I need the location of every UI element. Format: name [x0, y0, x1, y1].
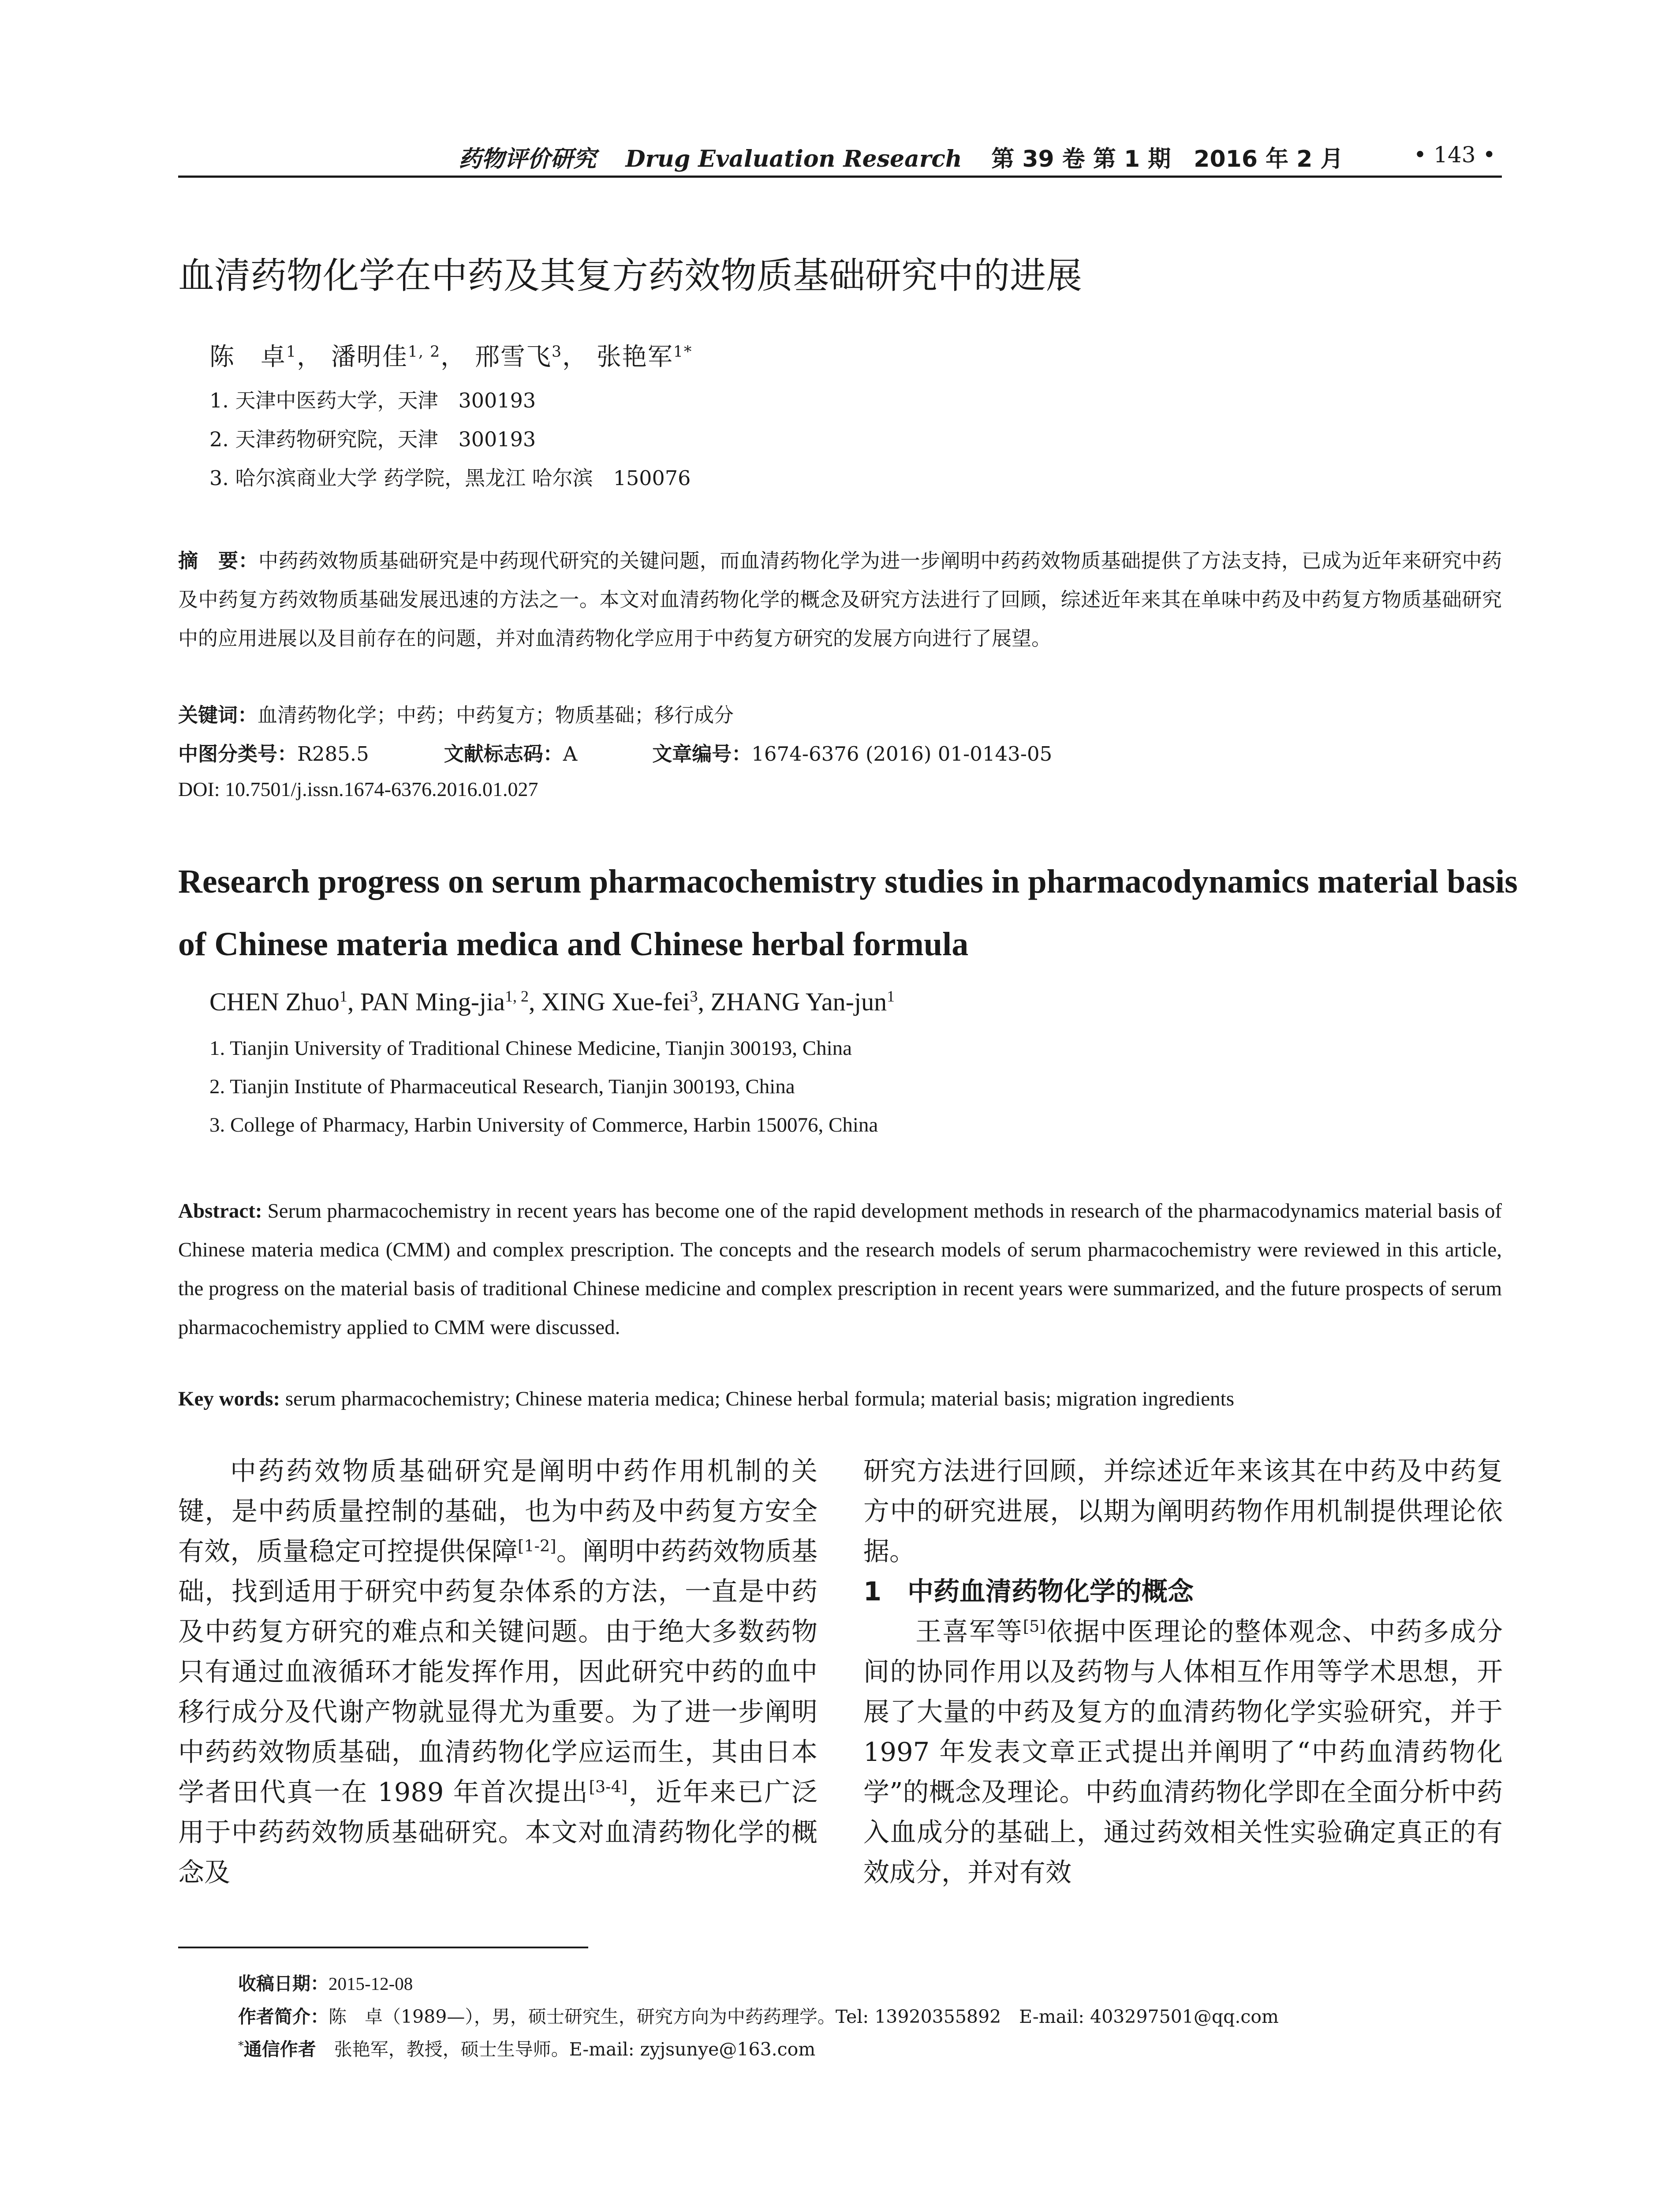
body-paragraph: [178, 1451, 818, 1892]
doi: DOI: 10.7501/j.issn.1674-6376.2016.01.027: [178, 778, 538, 800]
body-text: 。阐明中药药效物质基础，找到适用于研究中药复杂体系的方法，一直是中药及中药复方研究的难点和关键问题。由于绝大多数药物只有通过血液循环才能发挥作用，因此研究中药的血中移行成分及代谢产物就显得尤为重要。为了进一步阐明中药药效物质基础，血清药物化学应运而生，其由日本学者田代真一在 1989 年首次提出: [178, 1536, 818, 1807]
author-name: XING Xue-fei: [541, 987, 690, 1016]
footnote-corresponding: [238, 2035, 815, 2061]
page-number: • 143 •: [1413, 142, 1496, 168]
corresponding-label: 通信作者: [243, 2039, 316, 2060]
author-name: PAN Ming-jia: [360, 987, 505, 1016]
journal-name-en: Drug Evaluation Research: [625, 146, 962, 172]
running-header: [459, 140, 1344, 173]
section-heading: 1 中药血清药物化学的概念: [863, 1576, 1194, 1607]
citation: [3-4]: [589, 1777, 628, 1796]
clc-value: R285.5: [297, 742, 369, 766]
author-bio: 陈 卓（1989—），男，硕士研究生，研究方向为中药药理学。Tel: 13920355892 E-mail: 403297501@qq.com: [329, 2006, 1279, 2027]
received-date: 2015-12-08: [329, 1973, 413, 1994]
title-cn: 血清药物化学在中药及其复方药效物质基础研究中的进展: [178, 255, 1083, 297]
author-name: ZHANG Yan-jun: [710, 987, 887, 1016]
affiliation-en: 1. Tianjin University of Traditional Chinese Medicine, Tianjin 300193, China: [209, 1037, 852, 1060]
affiliation-en: 3. College of Pharmacy, Harbin University of Commerce, Harbin 150076, China: [209, 1114, 878, 1136]
author-aff: 1: [887, 987, 895, 1005]
body-text: 中药药效物质基础研究是阐明中药作用机制的关键，是中药质量控制的基础，也为中药及中药复方安全有效，质量稳定可控提供保障: [178, 1456, 818, 1566]
body-column-right: [863, 1451, 1503, 1892]
article-no-value: 1674-6376 (2016) 01-0143-05: [751, 742, 1053, 766]
classification-line: [178, 738, 1052, 766]
keywords-cn-text: 血清药物化学；中药；中药复方；物质基础；移行成分: [258, 703, 734, 727]
author-aff: 1: [286, 343, 297, 361]
citation: [1-2]: [518, 1536, 556, 1555]
doc-code-label: 文献标志码：: [444, 742, 563, 766]
body-paragraph: 研究方法进行回顾，并综述近年来该其在中药及中药复方中的研究进展，以期为阐明药物作用机制提供理论依据。: [863, 1456, 1503, 1566]
body-column-left: [178, 1451, 818, 1892]
keywords-cn-label: 关键词：: [178, 703, 258, 727]
author-name: 陈 卓: [209, 343, 286, 371]
authors-cn: 陈 卓$^1$， 潘明佳$^{1, 2}$， 邢雪飞$^3$， 张艳军$^{1*}$: [209, 343, 693, 371]
keywords-cn: [178, 699, 734, 728]
author-aff: 3: [690, 987, 698, 1005]
corresponding-info: 张艳军，教授，硕士生导师。E-mail: zyjsunye@163.com: [334, 2039, 816, 2060]
clc-label: 中图分类号：: [178, 742, 298, 766]
author-aff: 1, 2: [407, 343, 441, 361]
footnote-author: [238, 2002, 1279, 2028]
body-text: 依据中医理论的整体观念、中药多成分间的协同作用以及药物与人体相互作用等学术思想，开展了大量的中药及复方的血清药物化学实验研究，并于 1997 年发表文章正式提出并阐明了“中药血清药物化学”的概念及理论。中药血清药物化学即在全面分析中药入血成分的基础上，通过药效相关性实验确定真正的有效成分，并对有效: [863, 1616, 1503, 1887]
header-rule: [178, 176, 1502, 178]
doc-code-value: A: [563, 742, 578, 766]
abstract-cn-label: 摘 要：: [178, 549, 258, 572]
abstract-en: [178, 1192, 1502, 1347]
author-name: CHEN Zhuo: [209, 987, 340, 1016]
received-label: 收稿日期：: [238, 1973, 329, 1994]
affiliation-cn: 1. 天津中医药大学，天津 300193: [209, 389, 536, 412]
corresponding-mark: *: [238, 2039, 244, 2052]
journal-name-cn: 药物评价研究: [459, 146, 597, 172]
keywords-en: [178, 1387, 1234, 1411]
author-name: 潘明佳: [331, 343, 408, 371]
citation: [5]: [1023, 1616, 1046, 1636]
author-name: 邢雪飞: [474, 343, 552, 371]
title-en: Research progress on serum pharmacochemistry studies in pharmacodynamics material basis of Chinese materia medica and Chinese herbal formula: [178, 863, 1518, 963]
abstract-cn-text: 中药药效物质基础研究是中药现代研究的关键问题，而血清药物化学为进一步阐明中药药效物质基础提供了方法支持，已成为近年来研究中药及中药复方药效物质基础发展迅速的方法之一。本文对血清药物化学的概念及研究方法进行了回顾，综述近年来其在单味中药及中药复方物质基础研究中的应用进展以及目前存在的问题，并对血清药物化学应用于中药复方研究的发展方向进行了展望。: [178, 549, 1502, 650]
author-aff: 1, 2: [505, 987, 529, 1005]
affiliation-cn: 3. 哈尔滨商业大学 药学院，黑龙江 哈尔滨 150076: [209, 466, 691, 490]
body-text: 王喜军等: [915, 1616, 1023, 1647]
body-paragraph: [863, 1611, 1503, 1892]
footnote-received: [238, 1969, 413, 1995]
keywords-en-label: Key words:: [178, 1387, 280, 1410]
author-name: 张艳军: [596, 343, 673, 371]
article-no-label: 文章编号：: [652, 742, 752, 766]
affiliation-cn: 2. 天津药物研究院，天津 300193: [209, 427, 536, 451]
author-aff: 3: [551, 343, 563, 361]
footnote-rule: [178, 1947, 588, 1948]
keywords-en-text: serum pharmacochemistry; Chinese materia medica; Chinese herbal formula; material basis; migration ingredients: [285, 1387, 1234, 1410]
issue-info: 第 39 卷 第 1 期 2016 年 2 月: [991, 146, 1344, 172]
authors-en: CHEN Zhuo$^1$, PAN Ming-jia$^{1, 2}$, XING Xue-fei$^3$, ZHANG Yan-jun$^1$: [209, 987, 895, 1016]
abstract-en-label: Abstract:: [178, 1200, 262, 1222]
author-bio-label: 作者简介：: [238, 2006, 329, 2027]
abstract-en-text: Serum pharmacochemistry in recent years has become one of the rapid development methods in research of the pharmacodynamics material basis of Chinese materia medica (CMM) and complex prescription. The concepts and the research models of serum pharmacochemistry were reviewed in this article, the progress on the material basis of traditional Chinese medicine and complex prescription in recent years were summarized, and the future prospects of serum pharmacochemistry applied to CMM were discussed.: [178, 1200, 1502, 1339]
affiliation-en: 2. Tianjin Institute of Pharmaceutical Research, Tianjin 300193, China: [209, 1075, 795, 1098]
author-aff: 1: [339, 987, 347, 1005]
body-text: ，近年来已广泛用于中药药效物质基础研究。本文对血清药物化学的概念及: [178, 1777, 818, 1887]
abstract-cn: [178, 542, 1502, 658]
author-aff: 1*: [673, 343, 693, 361]
